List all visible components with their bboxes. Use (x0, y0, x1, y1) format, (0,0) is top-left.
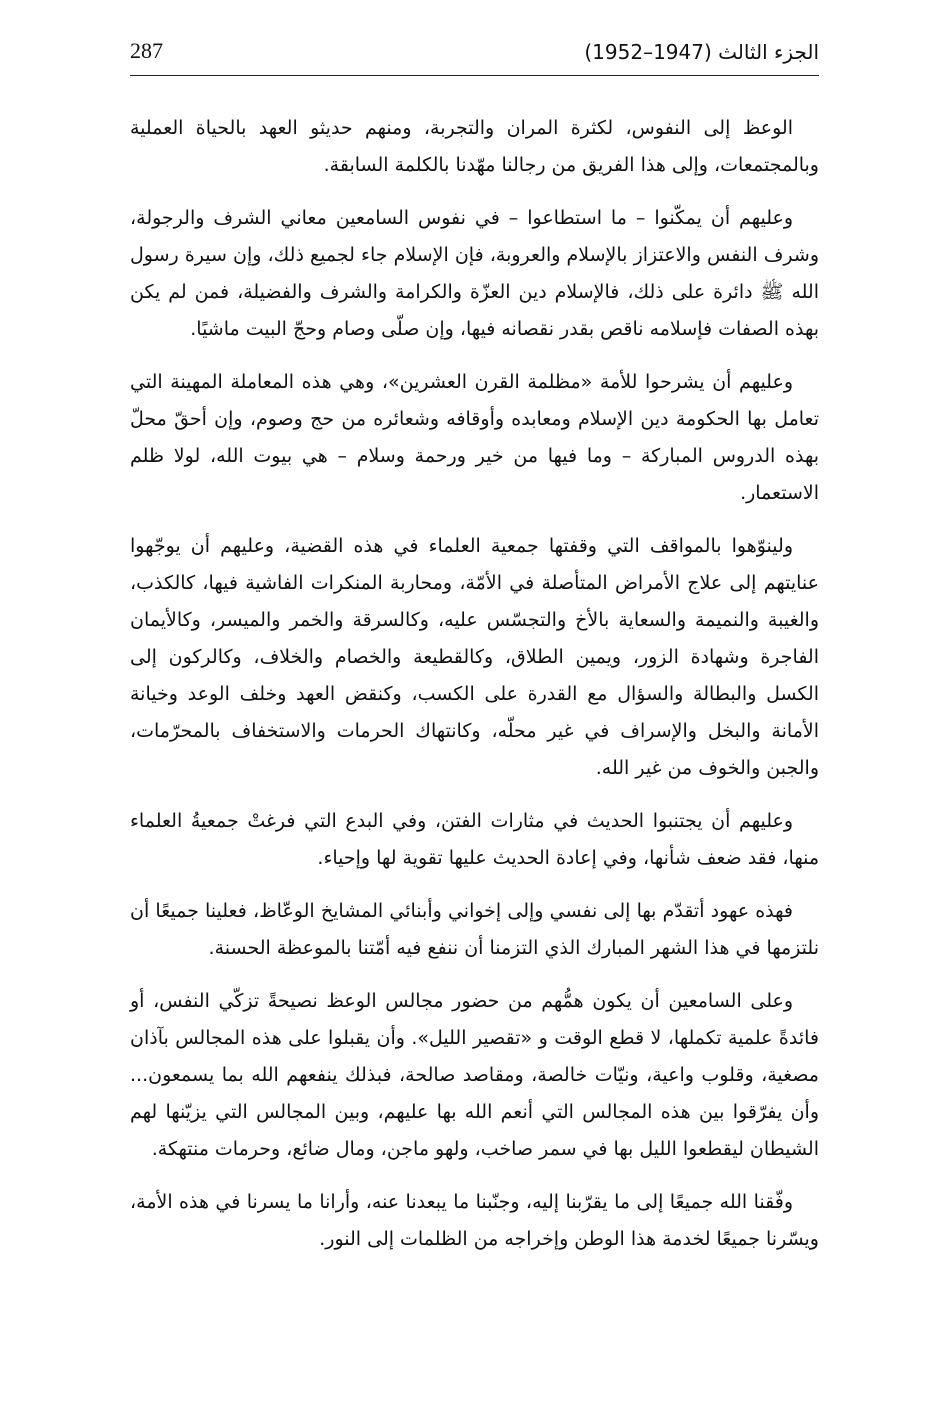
page-body (130, 110, 819, 1274)
paragraph: وفّقنا الله جميعًا إلى ما يقرّبنا إليه، وجنّبنا ما يبعدنا عنه، وأرانا ما يسرنا في هذه الأمة، ويسّرنا جميعًا لخدمة هذا الوطن وإخراجه من الظلمات إلى النور. (130, 1191, 819, 1250)
paragraph: ولينوّهوا بالمواقف التي وقفتها جمعية العلماء في هذه القضية، وعليهم أن يوجّهوا عنايتهم إلى علاج الأمراض المتأصلة في الأمّة، ومحاربة المنكرات الفاشية فيها، كالكذب، والغيبة والنميمة والسعاية بالأخ والتجسّس عليه، وكالسرقة والخمر والميسر، وكالأيمان الفاجرة وشهادة الزور، ويمين الطلاق، وكالقطيعة والخصام والخلاف، وكالركون إلى الكسل والبطالة والسؤال مع القدرة على الكسب، وكنقض العهد وخلف الوعد وخيانة الأمانة والبخل والإسراف في غير محلّه، وكانتهاك الحرمات والاستخفاف بالمحرّمات، والجبن والخوف من غير الله. (130, 535, 819, 779)
paragraph: الوعظ إلى النفوس، لكثرة المران والتجربة، ومنهم حديثو العهد بالحياة العملية وبالمجتمعات، وإلى هذا الفريق من رجالنا مهّدنا بالكلمة السابقة. (130, 117, 819, 176)
paragraph: وعليهم أن يشرحوا للأمة «مظلمة القرن العشرين»، وهي هذه المعاملة المهينة التي تعامل بها الحكومة دين الإسلام ومعابده وأوقافه وشعائره من حج وصوم، وإن أحقّ محلّ بهذه الدروس المباركة – وما فيها من خير ورحمة وسلام – هي بيوت الله، لولا ظلم الاستعمار. (130, 371, 819, 504)
page-number: 287 (130, 38, 163, 63)
header-rule (130, 75, 819, 76)
page-header (130, 38, 819, 78)
paragraph: وعليهم أن يمكّنوا – ما استطاعوا – في نفوس السامعين معاني الشرف والرجولة، وشرف النفس والاعتزاز بالإسلام والعروبة، فإن الإسلام جاء لجميع ذلك، وإن سيرة رسول الله ﷺ دائرة على ذلك، فالإسلام دين العزّة والكرامة والشرف والفضيلة، فمن لم يكن بهذه الصفات فإسلامه ناقص بقدر نقصانه فيها، وإن صلّى وصام وحجّ البيت ماشيًا. (130, 207, 819, 340)
paragraph: وعلى السامعين أن يكون همُّهم من حضور مجالس الوعظ نصيحةً تزكّي النفس، أو فائدةً علمية تكملها، لا قطع الوقت و «تقصير الليل». وأن يقبلوا على هذه المجالس بآذان مصغية، وقلوب واعية، ونيّات خالصة، ومقاصد صالحة، فبذلك ينفعهم الله بما يسمعون... وأن يفرّقوا بين هذه المجالس التي أنعم الله بها عليهم، وبين المجالس التي يزيّنها لهم الشيطان ليقطعوا الليل بها في سمر صاخب، ولهو ماجن، ومال ضائع، وحرمات منتهكة. (130, 990, 819, 1160)
running-head: الجزء الثالث (1947–1952) (584, 40, 819, 64)
paragraph: وعليهم أن يجتنبوا الحديث في مثارات الفتن، وفي البدع التي فرغتْ جمعيةُ العلماء منها، فقد ضعف شأنها، وفي إعادة الحديث عليها تقوية لها وإحياء. (130, 810, 819, 869)
paragraph: فهذه عهود أتقدّم بها إلى نفسي وإلى إخواني وأبنائي المشايخ الوعّاظ، فعلينا جميعًا أن نلتزمها في هذا الشهر المبارك الذي التزمنا أن ننفع فيه أمّتنا بالموعظة الحسنة. (130, 900, 819, 959)
